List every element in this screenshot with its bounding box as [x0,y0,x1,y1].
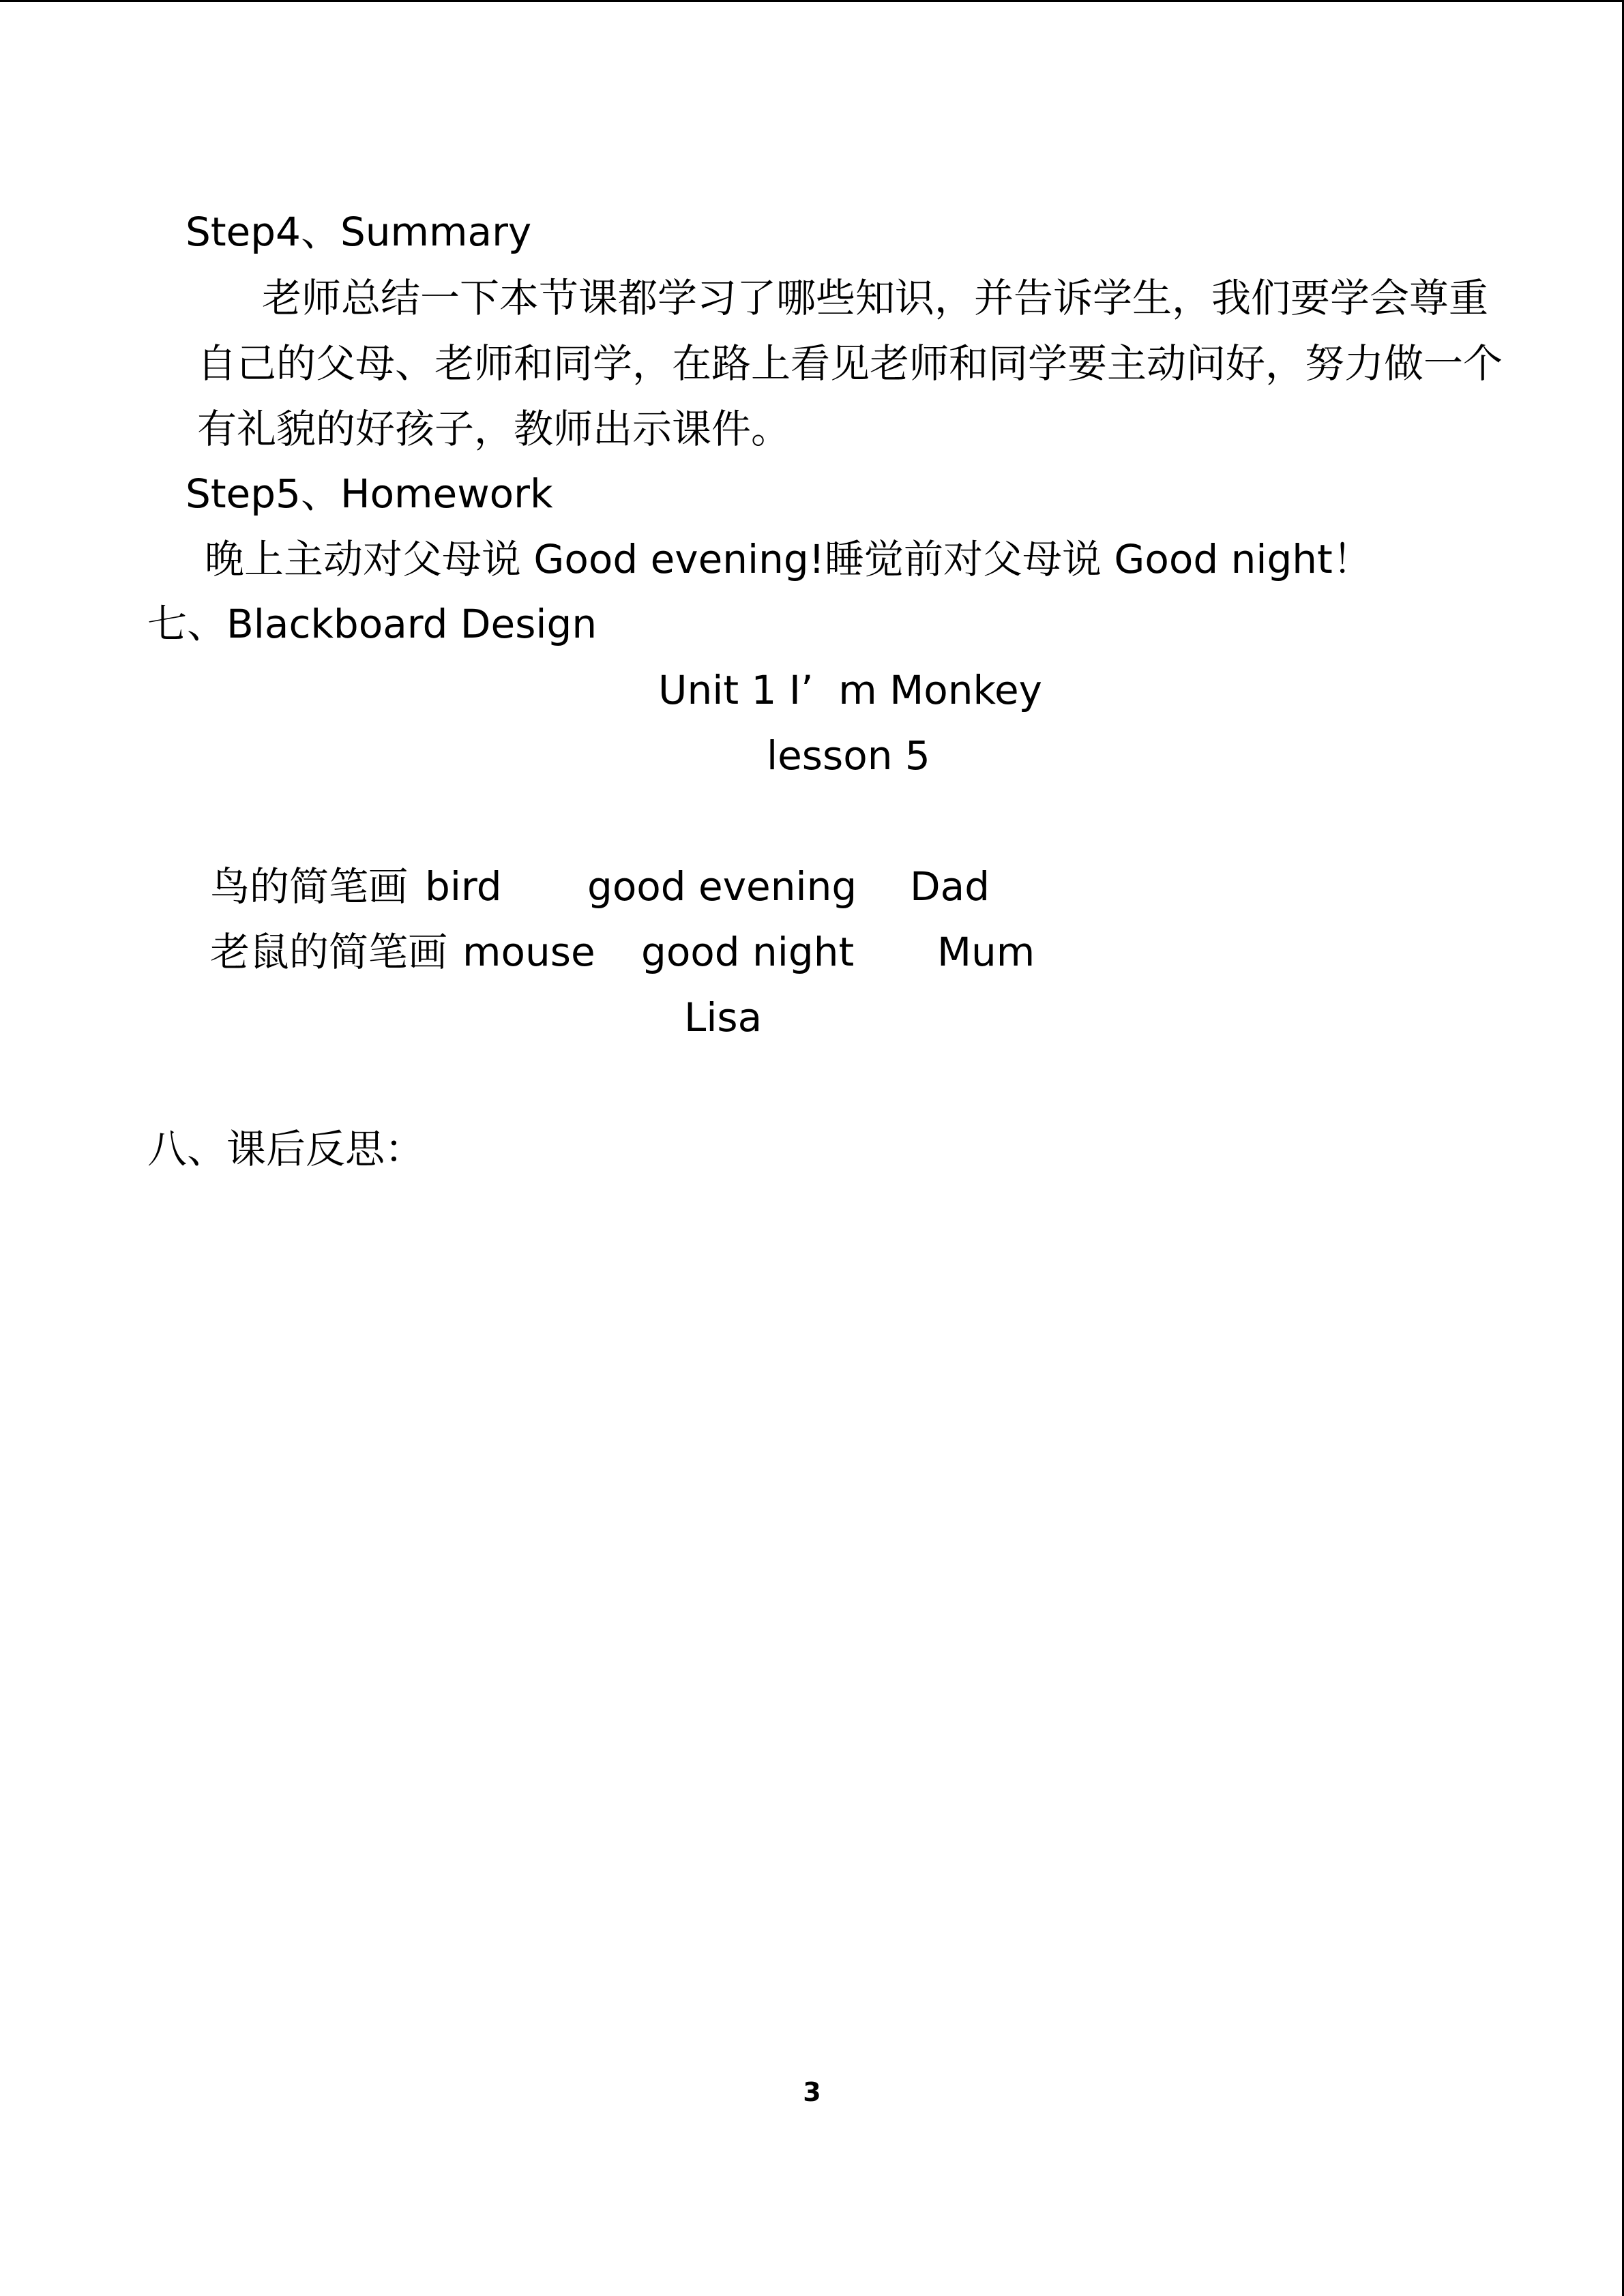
good-night-phrase: good night [641,929,855,975]
blackboard-heading: 七、Blackboard Design [147,601,597,647]
bird-drawing-label: 鸟的简笔画 [210,863,409,910]
mouse-drawing-label: 老鼠的简笔画 [210,929,448,975]
blackboard-title: Unit 1 I’ m Monkey [658,667,1043,713]
step4-line-2: 自己的父母、老师和同学，在路上看见老师和同学要主动问好，努力做一个 [197,340,1503,387]
blackboard-subtitle: lesson 5 [767,732,930,779]
page-top-border [0,0,1624,2]
step4-line-3: 有礼貌的好孩子，教师出示课件。 [197,406,791,452]
mouse-word: mouse [462,929,595,975]
step5-text: 晚上主动对父母说 Good evening!睡觉前对父母说 Good night！ [205,536,1372,582]
reflection-heading: 八、课后反思： [147,1126,425,1172]
bird-word: bird [425,863,502,910]
dad-name: Dad [910,863,990,910]
good-evening-phrase: good evening [587,863,857,910]
step4-line-1: 老师总结一下本节课都学习了哪些知识，并告诉学生，我们要学会尊重 [262,275,1489,321]
lisa-name: Lisa [684,994,763,1041]
page-number: 3 [803,2077,821,2107]
step5-heading: Step5、Homework [186,471,553,517]
step4-heading: Step4、Summary [186,209,532,255]
mum-name: Mum [937,929,1035,975]
